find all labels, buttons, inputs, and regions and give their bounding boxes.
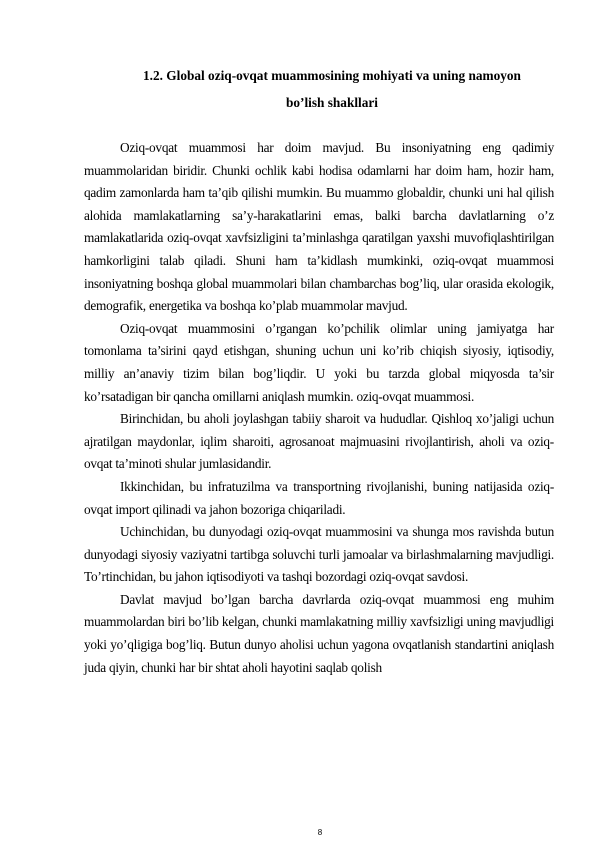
paragraph-1: Oziq-ovqat muammosi har doim mavjud. Bu insoniyatning eng qadimiy muammolaridan biridir. Chunki ochlik kabi hodisa odamlarni har doim ham, hozir ham, qadim zamonlarda ham ta’qib qilishi mumkin. Bu muammo globaldir, chunki uni hal qilish alohida mamlakatlarning sa’y-harakatlarini emas, balki barcha davlatlarning o’z mamlakatlarida oziq-ovqat xavfsizligini ta’minlashga qaratilgan yaxshi muvofiqlashtirilgan hamkorligini talab qiladi. Shuni ham ta’kidlash mumkinki, oziq-ovqat muammosi insoniyatning boshqa global muammolari bilan chambarchas bog’liq, ular orasida ekologik, demografik, energetika va boshqa ko’plab muammolar mavjud. — [84, 140, 554, 314]
paragraph-4: Ikkinchidan, bu infratuzilma va transportning rivojlanishi, buning natijasida oziq-ovqat import qilinadi va jahon bozoriga chiqariladi. — [84, 478, 554, 517]
section-heading-line-1: 1.2. Global oziq-ovqat muammosining mohiyati va uning namoyon — [143, 68, 521, 83]
body-text — [84, 137, 554, 679]
section-heading — [110, 62, 554, 116]
paragraph-2: Oziq-ovqat muammosini o’rgangan ko’pchilik olimlar uning jamiyatga har tomonlama ta’sirini qayd etishgan, shuning uchun uni ko’rib chiqish siyosiy, iqtisodiy, milliy an’anaviy tizim bilan bog’liqdir. U yoki bu tarzda global miqyosda ta’sir ko’rsatadigan bir qancha omillarni aniqlash mumkin. oziq-ovqat muammosi. — [84, 320, 554, 404]
section-heading-line-2: bo’lish shakllari — [285, 95, 378, 110]
paragraph-3: Birinchidan, bu aholi joylashgan tabiiy sharoit va hududlar. Qishloq xo’jaligi uchun ajratilgan maydonlar, iqlim sharoiti, agrosanoat majmuasini rivojlantirish, aholi va oziq-ovqat ta’minoti shular jumlasidandir. — [84, 411, 554, 472]
paragraph-6: Davlat mavjud bo’lgan barcha davrlarda oziq-ovqat muammosi eng muhim muammolardan biri bo’lib kelgan, chunki mamlakatning milliy xavfsizligi uning mavjudligi yoki yo’qligiga bog’liq. Butun dunyo aholisi uchun yagona ovqatlanish standartini aniqlash juda qiyin, chunki har bir shtat aholi hayotini saqlab qolish — [84, 591, 554, 675]
page-number: 8 — [317, 828, 323, 837]
paragraph-5: Uchinchidan, bu dunyodagi oziq-ovqat muammosini va shunga mos ravishda butun dunyodagi siyosiy vaziyatni tartibga soluvchi turli jamoalar va birlashmalarning mavjudligi. To’rtinchidan, bu jahon iqtisodiyoti va tashqi bozordagi oziq-ovqat savdosi. — [84, 524, 554, 585]
